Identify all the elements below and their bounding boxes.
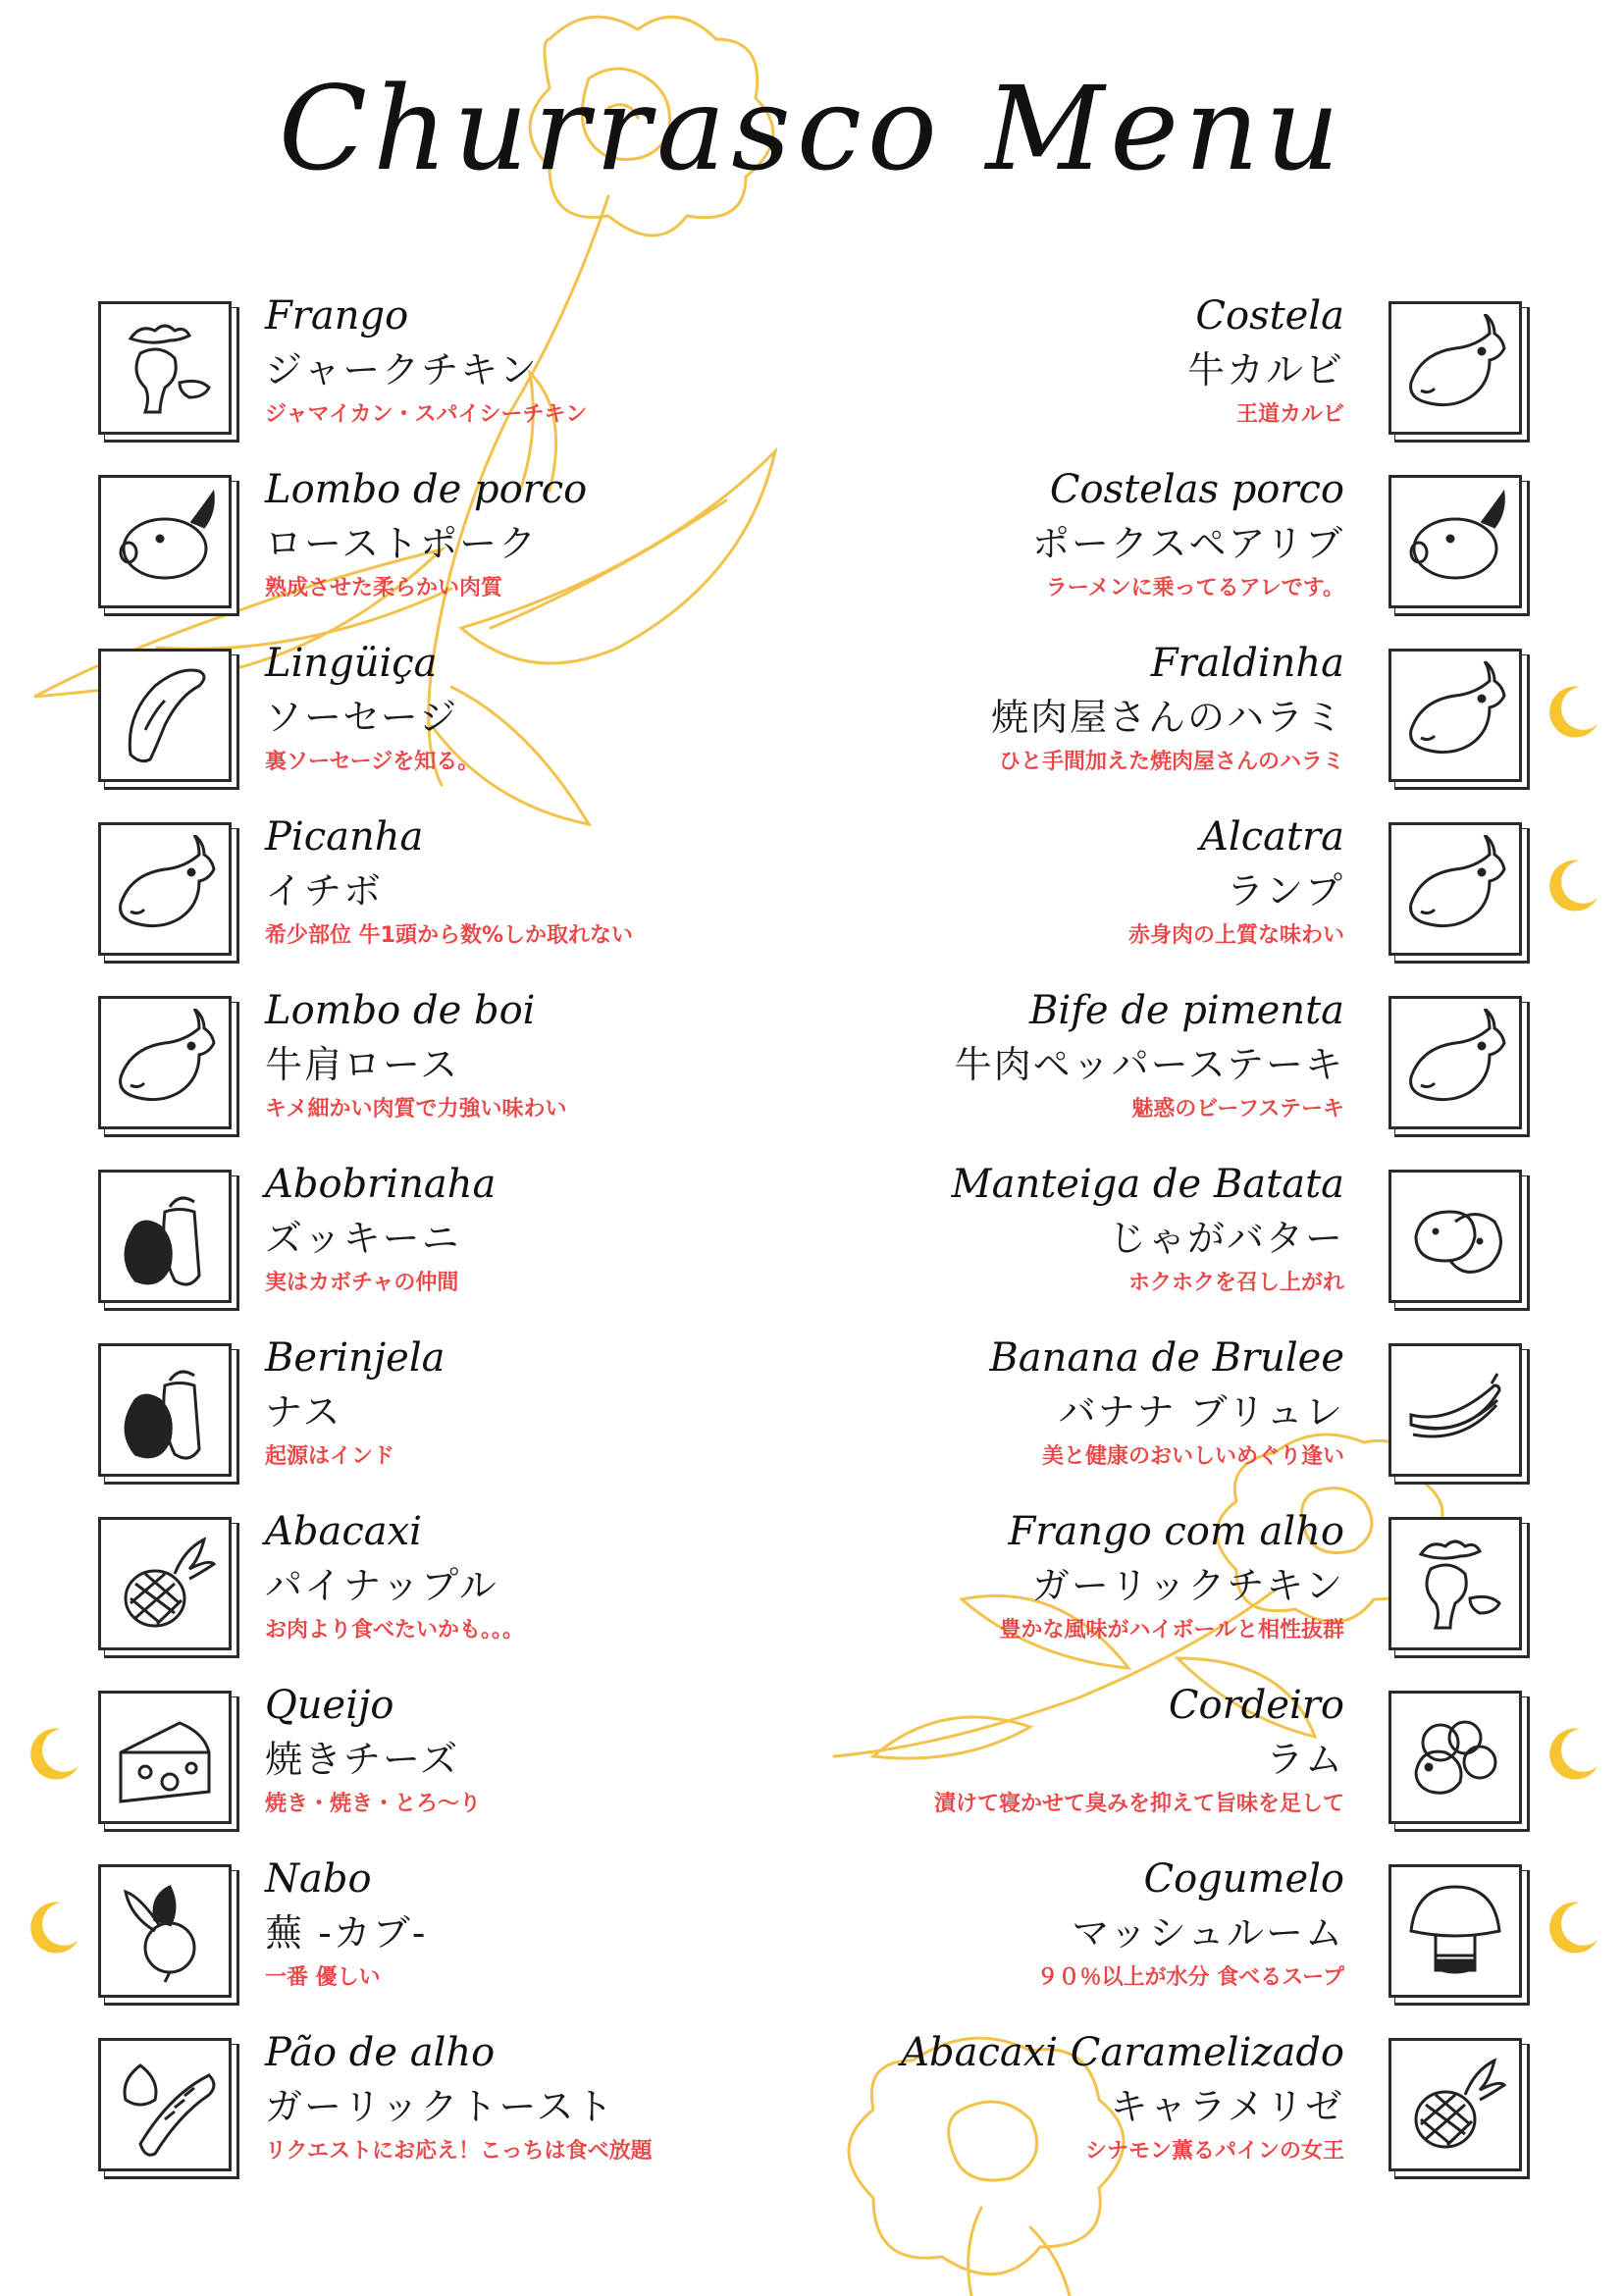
menu-item-description: 起源はインド bbox=[265, 1444, 395, 1469]
cow-icon bbox=[1388, 649, 1522, 782]
menu-item-description: キメ細かい肉質で力強い味わい bbox=[265, 1097, 567, 1122]
menu-item-portuguese-name: Picanha bbox=[265, 814, 424, 860]
menu-item-text bbox=[760, 984, 1344, 1127]
menu-item bbox=[760, 984, 1526, 1151]
menu-item-portuguese-name: Berinjela bbox=[265, 1335, 445, 1381]
menu-item-text bbox=[760, 810, 1344, 954]
menu-item-japanese-name: ジャークチキン bbox=[265, 348, 539, 391]
menu-item-portuguese-name: Lingüiça bbox=[265, 641, 438, 686]
menu-item bbox=[98, 810, 864, 977]
menu-item-portuguese-name: Nabo bbox=[265, 1856, 372, 1902]
cow-icon bbox=[1388, 822, 1522, 956]
menu-item bbox=[98, 637, 864, 804]
crescent-moon-icon bbox=[1541, 681, 1603, 744]
menu-item-text bbox=[760, 1331, 1344, 1475]
menu-item bbox=[760, 1331, 1526, 1498]
menu-item-text bbox=[760, 637, 1344, 780]
crescent-moon-icon bbox=[1541, 1723, 1603, 1786]
menu-item-description: お肉より食べたいかも。。。 bbox=[265, 1618, 525, 1643]
pineapple-icon bbox=[1388, 2038, 1522, 2171]
menu-item-japanese-name: 牛肉ペッパーステーキ bbox=[954, 1043, 1344, 1086]
menu-item-portuguese-name: Lombo de boi bbox=[265, 988, 536, 1033]
menu-item-japanese-name: ガーリックチキン bbox=[1031, 1564, 1344, 1607]
menu-item-japanese-name: 牛肩ロース bbox=[265, 1043, 460, 1086]
menu-item-description: ジャマイカン・スパイシーチキン bbox=[265, 402, 588, 427]
menu-item bbox=[760, 289, 1526, 456]
menu-item-portuguese-name: Abacaxi Caramelizado bbox=[901, 2030, 1344, 2075]
crescent-moon-icon bbox=[1541, 1897, 1603, 1959]
menu-item-description: 王道カルビ bbox=[1235, 402, 1344, 427]
menu-item-japanese-name: ランプ bbox=[1226, 869, 1344, 913]
menu-item-japanese-name: イチボ bbox=[265, 869, 384, 913]
crescent-moon-icon bbox=[22, 1897, 84, 1959]
menu-item bbox=[98, 1852, 864, 2019]
garlic-bread-icon bbox=[98, 2038, 232, 2171]
menu-item bbox=[760, 1679, 1526, 1846]
lamb-icon bbox=[1388, 1691, 1522, 1824]
menu-item-japanese-name: 焼きチーズ bbox=[265, 1738, 460, 1781]
cow-icon bbox=[98, 996, 232, 1129]
menu-item-japanese-name: ナス bbox=[265, 1390, 342, 1434]
menu-item-japanese-name: ソーセージ bbox=[265, 696, 458, 739]
banana-icon bbox=[1388, 1343, 1522, 1477]
menu-item-description: シナモン薫るパインの女王 bbox=[1084, 2139, 1344, 2164]
cow-icon bbox=[1388, 301, 1522, 435]
menu-item-portuguese-name: Costelas porco bbox=[1049, 467, 1344, 512]
menu-item-japanese-name: バナナ ブリュレ bbox=[1058, 1390, 1344, 1434]
menu-item-description: ９０％以上が水分 食べるスープ bbox=[1036, 1965, 1344, 1990]
menu-item-portuguese-name: Banana de Brulee bbox=[989, 1335, 1344, 1381]
menu-item-japanese-name: 蕪 -カブ- bbox=[265, 1911, 428, 1955]
menu-item-japanese-name: ローストポーク bbox=[265, 522, 539, 565]
menu-item bbox=[98, 1679, 864, 1846]
menu-item bbox=[98, 289, 864, 456]
menu-item-description: 一番 優しい bbox=[265, 1965, 381, 1990]
menu-item bbox=[760, 637, 1526, 804]
menu-item-portuguese-name: Queijo bbox=[265, 1683, 394, 1728]
menu-item-description: 魅惑のビーフステーキ bbox=[1131, 1097, 1344, 1122]
potato-icon bbox=[1388, 1170, 1522, 1303]
menu-item-description: 美と健康のおいしいめぐり逢い bbox=[1041, 1444, 1344, 1469]
menu-item-portuguese-name: Fraldinha bbox=[1150, 641, 1344, 686]
menu-item-japanese-name: キャラメリゼ bbox=[1110, 2085, 1344, 2128]
menu-item-japanese-name: ガーリックトースト bbox=[265, 2085, 615, 2128]
menu-item bbox=[98, 1331, 864, 1498]
menu-item-portuguese-name: Lombo de porco bbox=[265, 467, 588, 512]
menu-item-description: 希少部位 牛1頭から数%しか取れない bbox=[265, 923, 634, 948]
menu-item-portuguese-name: Pão de alho bbox=[265, 2030, 496, 2075]
menu-item-description: ひと手間加えた焼肉屋さんのハラミ bbox=[998, 750, 1344, 774]
eggplant-icon bbox=[98, 1170, 232, 1303]
menu-item-description: 実はカボチャの仲間 bbox=[265, 1271, 459, 1295]
cheese-icon bbox=[98, 1691, 232, 1824]
menu-item-portuguese-name: Frango bbox=[265, 293, 409, 339]
menu-item-portuguese-name: Costela bbox=[1195, 293, 1344, 339]
cow-icon bbox=[1388, 996, 1522, 1129]
mushroom-icon bbox=[1388, 1864, 1522, 1998]
cow-icon bbox=[98, 822, 232, 956]
sausage-icon bbox=[98, 649, 232, 782]
menu-item-description: 漬けて寝かせて臭みを抑えて旨味を足して bbox=[933, 1792, 1344, 1816]
crescent-moon-icon bbox=[22, 1723, 84, 1786]
menu-item-japanese-name: 牛カルビ bbox=[1186, 348, 1344, 391]
menu-item-description: 裏ソーセージを知る。 bbox=[265, 750, 480, 774]
menu-item-portuguese-name: Cogumelo bbox=[1143, 1856, 1344, 1902]
menu-item-text bbox=[760, 289, 1344, 433]
chicken-icon bbox=[98, 301, 232, 435]
menu-item-description: ラーメンに乗ってるアレです。 bbox=[1045, 576, 1344, 600]
pig-icon bbox=[1388, 475, 1522, 608]
menu-item-portuguese-name: Cordeiro bbox=[1168, 1683, 1344, 1728]
menu-item-text bbox=[760, 463, 1344, 606]
menu-item-japanese-name: じゃがバター bbox=[1108, 1217, 1344, 1260]
menu-item-description: ホクホクを召し上がれ bbox=[1127, 1271, 1344, 1295]
pig-icon bbox=[98, 475, 232, 608]
menu-item-japanese-name: ズッキーニ bbox=[265, 1217, 461, 1260]
chicken-icon bbox=[1388, 1517, 1522, 1650]
menu-item-text bbox=[760, 2026, 1344, 2169]
menu-item bbox=[760, 1852, 1526, 2019]
menu-item-text bbox=[760, 1679, 1344, 1822]
menu-item bbox=[760, 1158, 1526, 1325]
menu-item-text bbox=[760, 1852, 1344, 1996]
menu-item-description: 赤身肉の上質な味わい bbox=[1127, 923, 1344, 948]
menu-item-japanese-name: ポークスペアリブ bbox=[1031, 522, 1344, 565]
menu-item-portuguese-name: Alcatra bbox=[1200, 814, 1344, 860]
menu-item-japanese-name: ラム bbox=[1266, 1738, 1344, 1781]
menu-item bbox=[98, 2026, 864, 2193]
menu-item bbox=[760, 2026, 1526, 2193]
menu-item-portuguese-name: Manteiga de Batata bbox=[951, 1162, 1344, 1207]
menu-item bbox=[98, 984, 864, 1151]
menu-item-portuguese-name: Abacaxi bbox=[265, 1509, 422, 1554]
turnip-icon bbox=[98, 1864, 232, 1998]
menu-item-japanese-name: 焼肉屋さんのハラミ bbox=[990, 696, 1344, 739]
menu-item-text bbox=[760, 1505, 1344, 1648]
menu-item-description: 豊かな風味がハイボールと相性抜群 bbox=[999, 1618, 1344, 1643]
menu-item-description: リクエストにお応え！こっちは食べ放題 bbox=[265, 2139, 653, 2164]
menu-item bbox=[760, 810, 1526, 977]
menu-item bbox=[98, 463, 864, 630]
menu-item-description: 焼き・焼き・とろ〜り bbox=[265, 1792, 482, 1816]
menu-item-text bbox=[760, 1158, 1344, 1301]
menu-item bbox=[98, 1505, 864, 1672]
pineapple-icon bbox=[98, 1517, 232, 1650]
menu-item-portuguese-name: Abobrinaha bbox=[265, 1162, 497, 1207]
crescent-moon-icon bbox=[1541, 855, 1603, 917]
menu-item-description: 熟成させた柔らかい肉質 bbox=[265, 576, 503, 600]
eggplant-icon bbox=[98, 1343, 232, 1477]
menu-item bbox=[760, 1505, 1526, 1672]
menu-item-japanese-name: マッシュルーム bbox=[1072, 1911, 1344, 1955]
menu-item-portuguese-name: Frango com alho bbox=[1008, 1509, 1344, 1554]
menu-item bbox=[98, 1158, 864, 1325]
page-title: Churrasco Menu bbox=[278, 61, 1346, 196]
menu-item bbox=[760, 463, 1526, 630]
menu-item-japanese-name: パイナップル bbox=[265, 1564, 498, 1607]
menu-item-portuguese-name: Bife de pimenta bbox=[1028, 988, 1344, 1033]
